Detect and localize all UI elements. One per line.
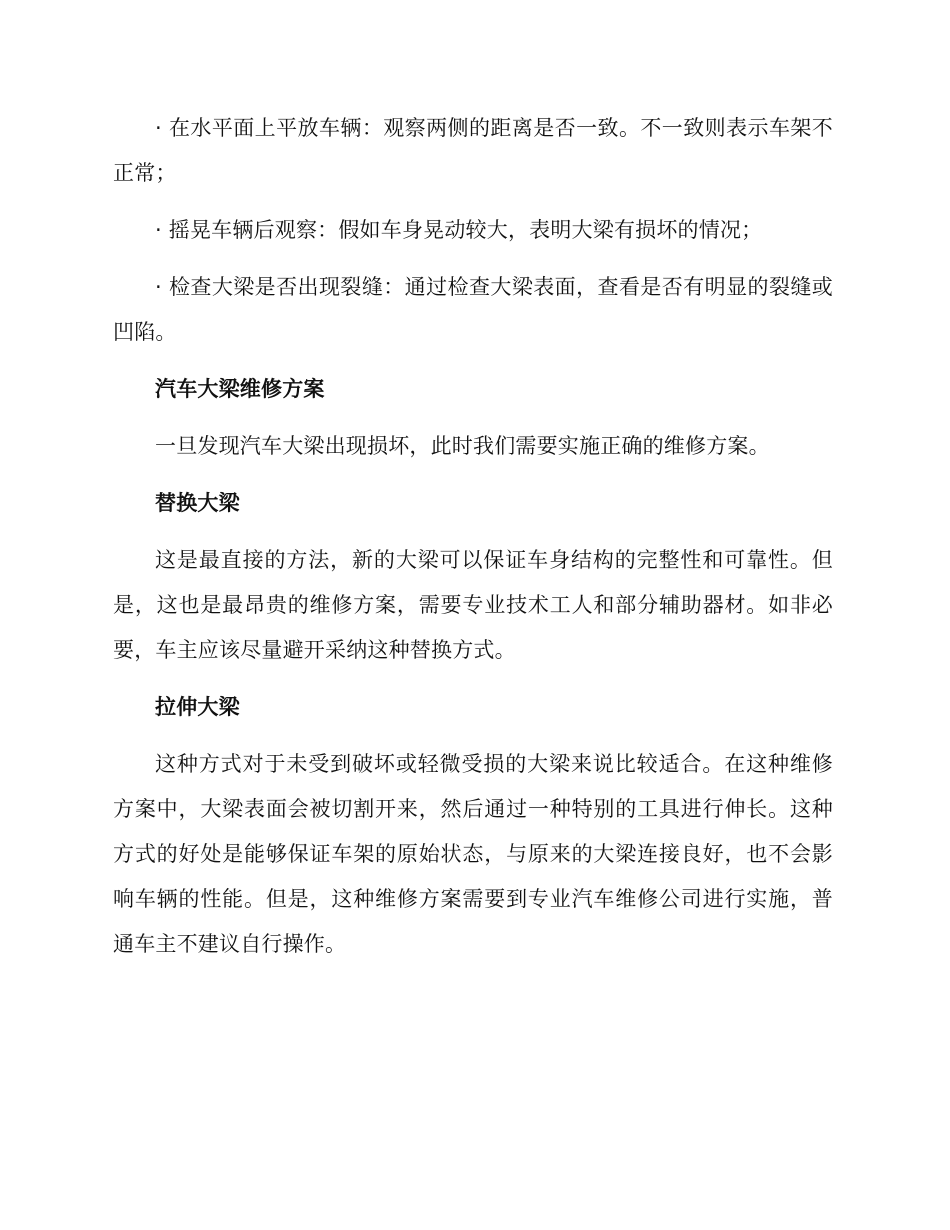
stretch-body: 这种方式对于未受到破坏或轻微受损的大梁来说比较适合。在这种维修方案中，大梁表面会被切割开来，然后通过一种特别的工具进行伸长。这种方式的好处是能够保证车架的原始状态，与原来的大梁连接良好，也不会影响车辆的性能。但是，这种维修方案需要到专业汽车维修公司进行实施，普通车主不建议自行操作。: [113, 752, 833, 956]
document-page: [113, 106, 833, 967]
section-heading-repair-plan: 汽车大梁维修方案: [155, 377, 325, 401]
bullet-level-check: · 在水平面上平放车辆：观察两侧的距离是否一致。不一致则表示车架不正常；: [113, 116, 833, 185]
repair-plan-intro: 一旦发现汽车大梁出现损坏，此时我们需要实施正确的维修方案。: [155, 434, 770, 458]
section-heading-stretch: 拉伸大梁: [155, 695, 240, 719]
replace-body: 这是最直接的方法，新的大梁可以保证车身结构的完整性和可靠性。但是，这也是最昂贵的维修方案，需要专业技术工人和部分辅助器材。如非必要，车主应该尽量避开采纳这种替换方式。: [113, 548, 833, 662]
bullet-shake-check: · 摇晃车辆后观察：假如车身晃动较大，表明大梁有损坏的情况；: [155, 218, 763, 242]
section-heading-replace: 替换大梁: [155, 491, 240, 515]
bullet-crack-check: · 检查大梁是否出现裂缝：通过检查大梁表面，查看是否有明显的裂缝或凹陷。: [113, 275, 833, 344]
